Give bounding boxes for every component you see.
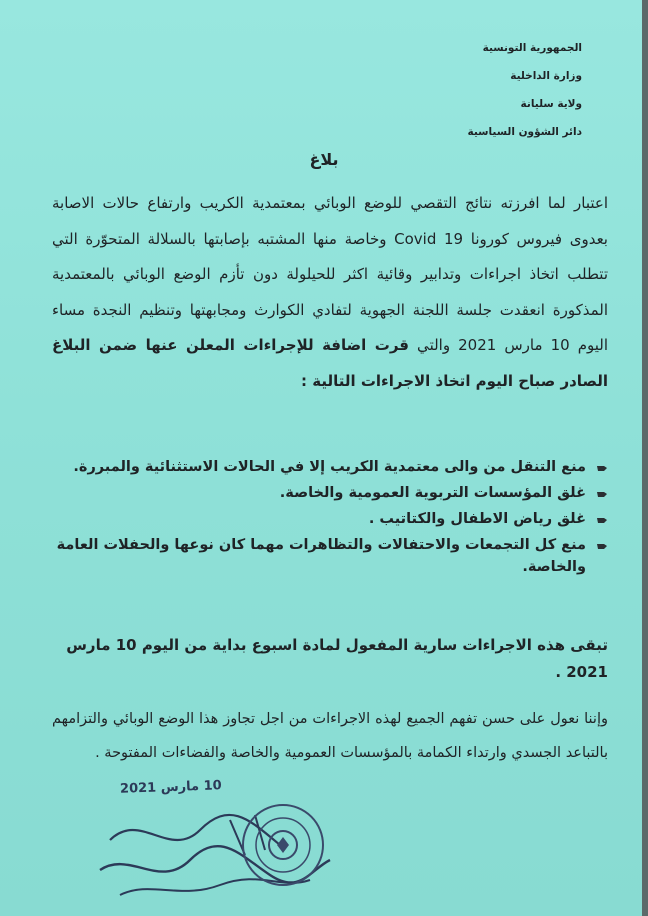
intro-paragraph (52, 186, 608, 399)
pointing-hand-icon (595, 538, 608, 551)
page-edge-shadow (642, 0, 648, 916)
measures-list (52, 456, 608, 582)
measure-text: غلق رياض الاطفال والكتاتيب . (368, 511, 586, 527)
intro-text: اعتبار لما افرزته نتائج التقصي للوضع الوبائي بمعتمدية الكريب وارتفاع حالات الاصابة بعدوى فيروس كورونا Covid 19 وخاصة منها المشتبه بإصابتها بالسلالة المتحوّرة التي تتطلب اتخاذ اجراءات وتدابير وقائية اكثر للحيلولة دون تأزم الوضع الوبائي بالمعتمدية المذكورة انعقدت جلسة اللجنة الجهوية لتفادي الكوارث ومجابهتها وتنظيم النجدة مساء اليوم 10 مارس 2021 والتي (52, 194, 609, 354)
list-item (52, 534, 608, 578)
measure-text: منع كل التجمعات والاحتفالات والتظاهرات مهما كان نوعها والحفلات العامة والخاصة. (56, 537, 586, 575)
pointing-hand-icon (595, 486, 608, 499)
letterhead (382, 34, 582, 146)
document-title: بلاغ (309, 150, 339, 169)
date-stamp: 10 مارس 2021 (119, 778, 222, 797)
pointing-hand-icon (595, 460, 608, 473)
list-item (52, 456, 608, 478)
letterhead-department: دائر الشؤون السياسية (467, 126, 582, 138)
letterhead-country: الجمهورية التونسية (482, 42, 582, 54)
measure-text: غلق المؤسسات التربوية العمومية والخاصة. (279, 485, 586, 501)
letterhead-ministry: وزارة الداخلية (510, 70, 582, 82)
measure-text: منع التنقل من والى معتمدية الكريب إلا في الحالات الاستثنائية والمبررة. (73, 459, 586, 475)
closing-paragraph: وإننا نعول على حسن تفهم الجميع لهذه الاجراءات من اجل تجاوز هذا الوضع الوبائي والتزامهم بالتباعد الجسدي وارتداء الكمامة بالمؤسسات العمومية والخاصة والفضاءات المفتوحة . (52, 711, 608, 761)
intro-bold-text: قرت اضافة للإجراءات المعلن عنها ضمن البلاغ الصادر صباح اليوم اتخاذ الاجراءات التالية : (52, 336, 608, 390)
letterhead-governorate: ولاية سليانة (520, 98, 582, 110)
duration-paragraph: تبقى هذه الاجراءات سارية المفعول لمادة اسبوع بداية من اليوم 10 مارس 2021 . (66, 636, 608, 681)
list-item (52, 508, 608, 530)
pointing-hand-icon (595, 512, 608, 525)
list-item (52, 482, 608, 504)
official-seal (238, 800, 328, 890)
